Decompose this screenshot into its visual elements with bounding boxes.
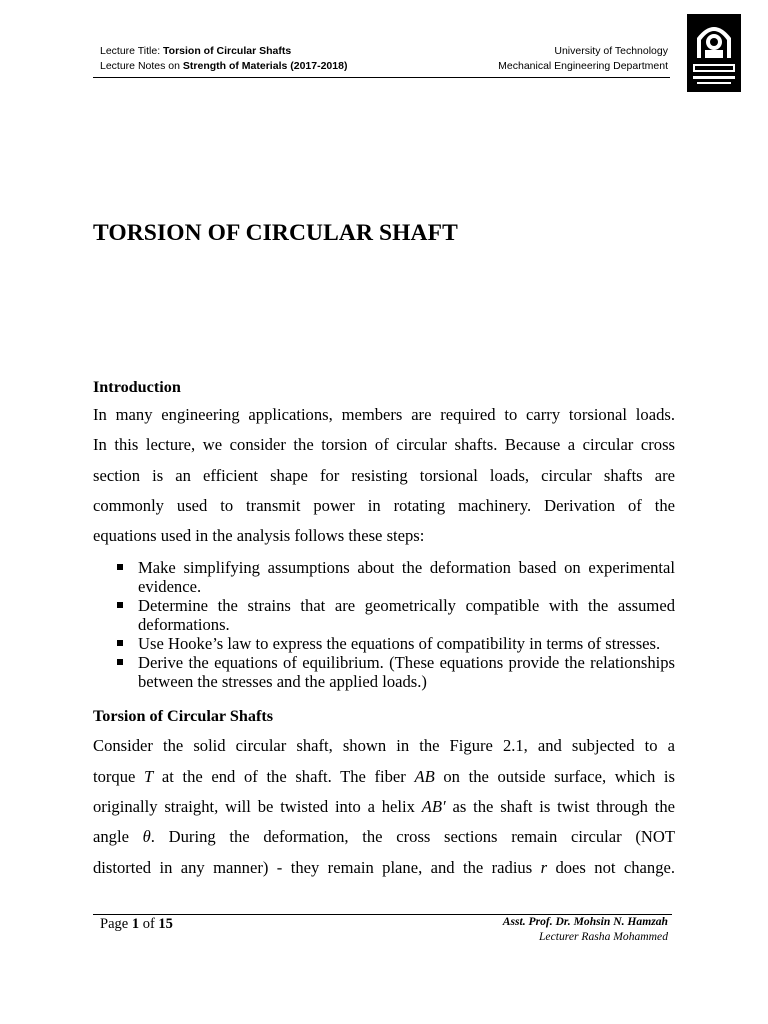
- step-text: Use Hooke’s law to express the equations of compatibility in terms of stresses.: [138, 634, 661, 654]
- torsion-line: Consider the solid circular shaft, shown in the Figure 2.1, and subjected to a: [93, 736, 675, 756]
- list-item: [93, 596, 675, 634]
- page-label: Page: [100, 916, 132, 932]
- document-title: TORSION OF CIRCULAR SHAFT: [93, 220, 458, 246]
- step-text: Derive the equations of equilibrium. (These equations provide the relationships between the stresses and the applied loads.): [138, 653, 675, 692]
- square-bullet-icon: [117, 659, 123, 665]
- introduction-heading: Introduction: [93, 378, 181, 396]
- torsion-line: [93, 792, 675, 822]
- text-run: torque: [93, 766, 145, 786]
- text-run: on the outside surface, which is: [434, 766, 675, 786]
- notes-label: Lecture Notes on: [100, 60, 183, 72]
- square-bullet-icon: [117, 602, 123, 608]
- header-rule: [93, 77, 670, 78]
- page-number: [100, 916, 173, 933]
- footer-authors: [503, 914, 668, 944]
- square-bullet-icon: [117, 564, 123, 570]
- page-total: 15: [158, 916, 173, 932]
- symbol-helix: AB′: [421, 797, 446, 817]
- page-of: of: [139, 916, 159, 932]
- author-secondary: Lecturer Rasha Mohammed: [538, 930, 668, 943]
- text-run: as the shaft is twist through the: [445, 797, 675, 817]
- page-header: [100, 44, 668, 74]
- main-content: [93, 376, 675, 883]
- list-item: [93, 634, 675, 653]
- torsion-line: [93, 822, 675, 852]
- torsion-paragraph: [93, 731, 675, 882]
- lecture-title-line: [100, 44, 291, 59]
- author-primary: Asst. Prof. Dr. Mohsin N. Hamzah: [502, 915, 668, 928]
- notes-year: (2017-2018): [287, 60, 348, 72]
- text-run: does not change.: [547, 857, 675, 877]
- torsion-line: [93, 853, 675, 883]
- university-logo-icon: [687, 14, 741, 92]
- lecture-title: Torsion of Circular Shafts: [163, 45, 292, 57]
- intro-line: equations used in the analysis follows these steps:: [93, 526, 425, 546]
- text-run: originally straight, will be twisted into a helix: [93, 797, 422, 817]
- symbol-torque: T: [144, 766, 154, 786]
- intro-line: section is an efficient shape for resisting torsional loads, circular shafts are: [93, 465, 675, 485]
- step-text: Determine the strains that are geometrically compatible with the assumed deformations.: [138, 596, 675, 635]
- torsion-section: [93, 705, 675, 882]
- text-run: angle: [93, 827, 143, 847]
- symbol-fiber: AB: [414, 766, 435, 786]
- torsion-line: [93, 762, 675, 792]
- list-item: [93, 653, 675, 691]
- notes-subject: Strength of Materials: [182, 60, 288, 72]
- text-run: distorted in any manner) - they remain plane, and the radius: [93, 857, 541, 877]
- intro-line: In many engineering applications, members are required to carry torsional loads.: [93, 405, 675, 424]
- symbol-radius: r: [540, 857, 548, 877]
- torsion-heading: Torsion of Circular Shafts: [93, 707, 274, 726]
- intro-line: In this lecture, we consider the torsion of circular shafts. Because a circular cross: [93, 435, 675, 455]
- text-run: . During the deformation, the cross sections remain circular (NOT: [150, 827, 675, 847]
- university-name: University of Technology: [554, 45, 668, 57]
- page-current: 1: [131, 916, 140, 932]
- introduction-paragraph: [93, 400, 675, 551]
- step-text: Make simplifying assumptions about the deformation based on experimental evidence.: [138, 558, 675, 597]
- lecture-notes-line: [100, 59, 347, 74]
- list-item: [93, 558, 675, 596]
- lecture-title-label: Lecture Title:: [100, 45, 164, 57]
- department-name: Mechanical Engineering Department: [498, 60, 668, 72]
- square-bullet-icon: [117, 640, 123, 646]
- symbol-theta: θ: [142, 827, 151, 847]
- text-run: at the end of the shaft. The fiber: [153, 766, 415, 786]
- intro-line: commonly used to transmit power in rotating machinery. Derivation of the: [93, 495, 675, 515]
- steps-list: [93, 558, 675, 691]
